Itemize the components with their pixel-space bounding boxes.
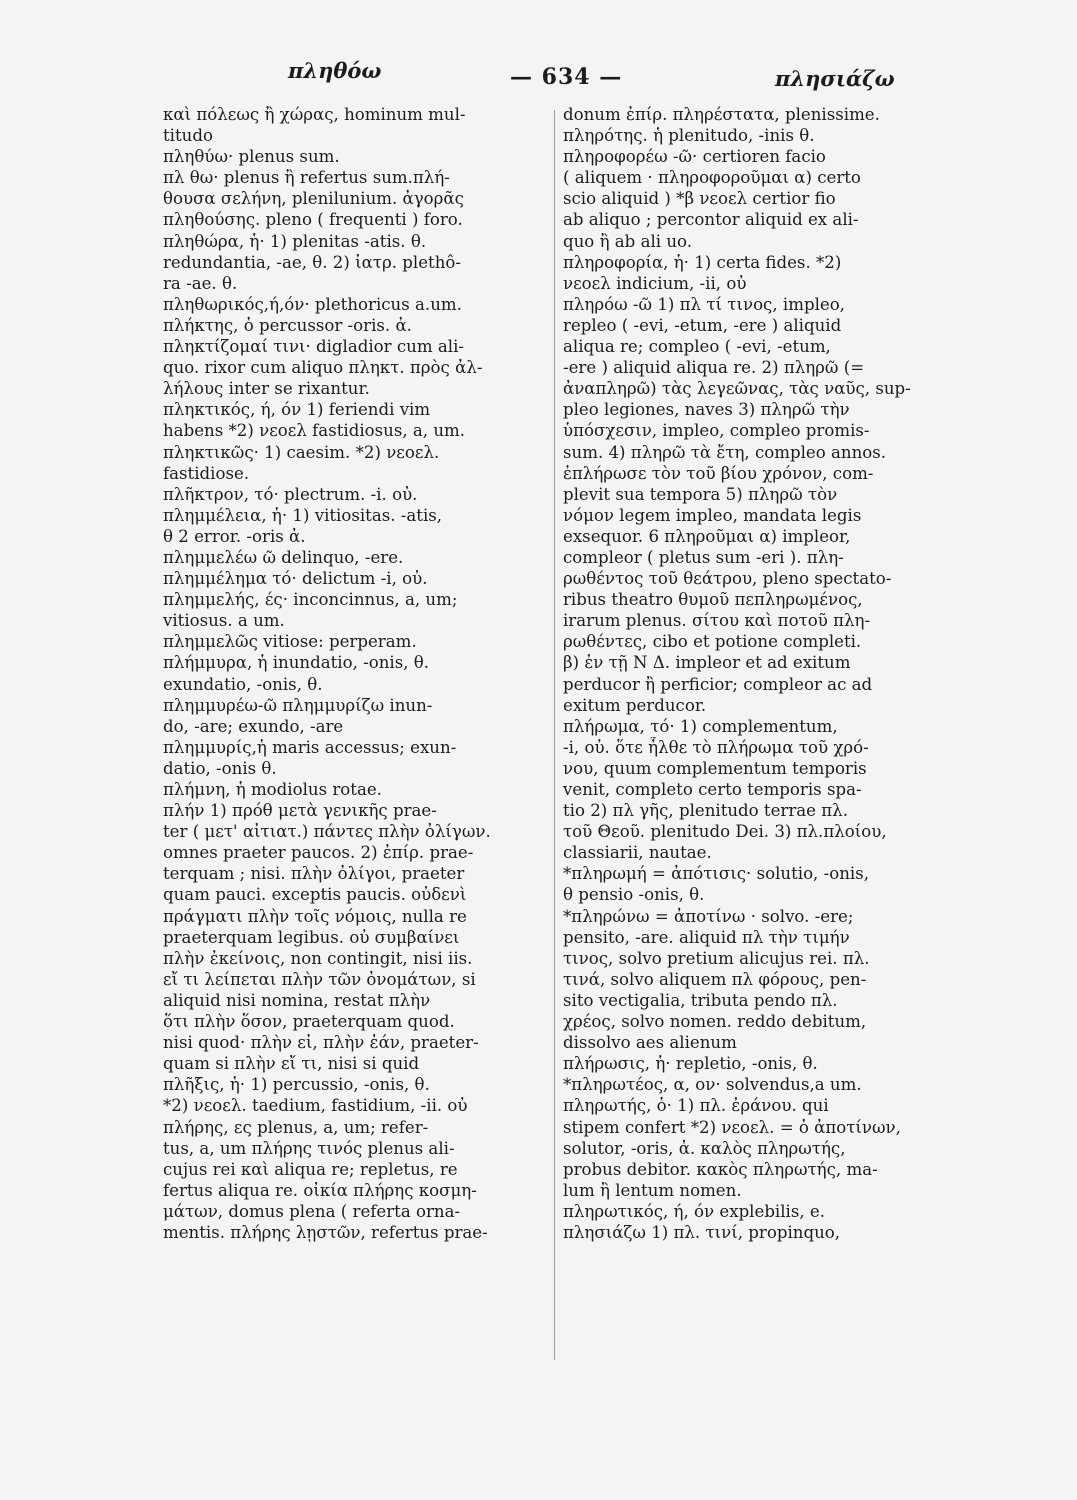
entry-line: classiarii, nautae. — [563, 843, 712, 863]
entry-line: probus debitor. κακὸς πληρωτής, ma- — [563, 1159, 878, 1179]
entry-line: ra -ae. θ. — [163, 273, 238, 293]
entry-line: irarum plenus. σίτου καὶ ποτοῦ πλη- — [563, 611, 871, 631]
entry-line: θ pensio -onis, θ. — [563, 885, 705, 905]
entry-line: ἀναπληρῶ) τὰς λεγεῶνας, τὰς ναῦς, sup- — [563, 379, 911, 399]
entry-line: πληκτικῶς· 1) caesim. *2) νεοελ. — [163, 442, 440, 462]
entry-line: πληθωρικός,ή,όν· plethoricus a.um. — [163, 294, 462, 314]
entry-line: πληκτίζομαί τινι· digladior cum ali- — [163, 337, 464, 357]
entry-line: ὑπόσχεσιν, impleo, compleo promis- — [563, 421, 870, 441]
entry-line: aliqua re; compleo ( -evi, -etum, — [563, 337, 831, 357]
entry-line: *πληρωμή = ἀπότισις· solutio, -onis, — [563, 864, 869, 884]
entry-line: πλημμέλημα τό· delictum -i, οὐ. — [163, 569, 428, 589]
entry-line: πλημμελῶς vitiose: perperam. — [163, 632, 417, 652]
entry-line: πληρότης. ἡ plenitudo, -inis θ. — [563, 126, 815, 146]
entry-line: πλήμμυρα, ἡ inundatio, -onis, θ. — [163, 653, 430, 673]
entry-line: *πληρώνω = ἀποτίνω · solvo. -ere; — [563, 906, 854, 926]
entry-line: compleor ( pletus sum -eri ). πλη- — [563, 547, 844, 567]
entry-line: quo ἢ ab ali uo. — [563, 231, 693, 251]
entry-line: *πληρωτέος, α, ον· solvendus,a um. — [563, 1075, 862, 1095]
entry-line: πληκτικός, ή, όν 1) feriendi vim — [163, 400, 431, 420]
left-running-head: πληθόω — [288, 58, 382, 83]
entry-line: fastidiose. — [163, 463, 250, 483]
entry-line: πλημμελέω ῶ delinquo, -ere. — [163, 547, 404, 567]
entry-line: πλήν 1) πρόθ μετὰ γενικῆς prae- — [163, 801, 437, 821]
entry-line: πράγματι πλὴν τοῖς νόμοις, nulla re — [163, 906, 467, 926]
entry-line: λήλους inter se rixantur. — [163, 379, 370, 399]
entry-line: πλῆκτρον, τό· plectrum. -i. οὐ. — [163, 484, 418, 504]
entry-line: ρωθέντος τοῦ θεάτρου, pleno spectato- — [563, 569, 892, 589]
entry-line: ὅτι πλὴν ὅσον, praeterquam quod. — [163, 1012, 455, 1032]
entry-line: titudo — [163, 126, 213, 146]
entry-line: -ere ) aliquid aliqua re. 2) πληρῶ (= — [563, 358, 865, 378]
entry-line: cujus rei καὶ aliqua re; repletus, re — [163, 1159, 458, 1179]
entry-line: β) ἐν τῇ Ν Δ. impleor et ad exitum — [563, 653, 851, 673]
entry-line: πληροφορέω -ῶ· certioren facio — [563, 147, 826, 167]
entry-line: πλήρωσις, ἡ· repletio, -onis, θ. — [563, 1054, 818, 1074]
entry-line: ter ( μετ' αἰτιατ.) πάντες πλὴν ὀλίγων. — [163, 822, 491, 842]
entry-line: quo. rixor cum aliquo πληκτ. πρὸς ἀλ- — [163, 358, 483, 378]
entry-line: τοῦ Θεοῦ. plenitudo Dei. 3) πλ.πλοίου, — [563, 822, 887, 842]
entry-line: fertus aliqua re. οἰκία πλήρης κοσμη- — [163, 1180, 477, 1200]
entry-line: πληθώρα, ἡ· 1) plenitas -atis. θ. — [163, 231, 427, 251]
entry-line: do, -are; exundo, -are — [163, 716, 344, 736]
entry-line: dissolvo aes alienum — [563, 1033, 737, 1053]
entry-line: νόμον legem impleo, mandata legis — [563, 505, 862, 525]
entry-line: μάτων, domus plena ( referta orna- — [163, 1201, 461, 1221]
entry-line: habens *2) νεοελ fastidiosus, a, um. — [163, 421, 466, 441]
entry-line: pensito, -are. aliquid πλ τὴν τιμήν — [563, 927, 850, 947]
entry-line: εἴ τι λείπεται πλὴν τῶν ὀνομάτων, si — [163, 969, 476, 989]
entry-line: plevit sua tempora 5) πληρῶ τὸν — [563, 484, 838, 504]
entry-line: πλήρωμα, τό· 1) complementum, — [563, 716, 838, 736]
page-header — [0, 58, 1077, 98]
entry-line: quam pauci. exceptis paucis. οὐδενὶ — [163, 885, 467, 905]
entry-line: exundatio, -onis, θ. — [163, 674, 323, 694]
entry-line: venit, completo certo temporis spa- — [563, 780, 862, 799]
entry-line: vitiosus. a um. — [163, 611, 285, 631]
entry-line: redundantia, -ae, θ. 2) ἰατρ. plethô- — [163, 252, 461, 272]
entry-line: perducor ἢ perficior; compleor ac ad — [563, 674, 873, 694]
entry-line: πλὴν ἐκείνοις, non contingit, nisi iis. — [163, 948, 473, 968]
entry-line: donum ἐπίρ. πληρέστατα, plenissime. — [563, 105, 880, 124]
entry-line: πλημμέλεια, ἡ· 1) vitiositas. -atis, — [163, 505, 443, 525]
entry-line: omnes praeter paucos. 2) ἐπίρ. prae- — [163, 843, 474, 863]
entry-line: ρωθέντες, cibo et potione completi. — [563, 632, 862, 652]
entry-line: -i, οὐ. ὅτε ἦλθε τὸ πλήρωμα τοῦ χρό- — [563, 737, 869, 757]
entry-line: νεοελ indicium, -ii, οὐ — [563, 273, 747, 293]
left-column — [163, 104, 551, 1243]
entry-line: νου, quum complementum temporis — [563, 758, 867, 778]
right-column — [563, 104, 941, 1243]
entry-line: πληροφορία, ἡ· 1) certa fides. *2) — [563, 252, 842, 272]
entry-line: πληρωτής, ὁ· 1) πλ. ἐράνου. qui — [563, 1096, 829, 1116]
entry-line: πλημμυρίς,ἡ maris accessus; exun- — [163, 737, 457, 757]
entry-line: nisi quod· πλὴν εἰ, πλὴν ἐάν, praeter- — [163, 1033, 479, 1053]
entry-line: πληρόω -ῶ 1) πλ τί τινος, impleo, — [563, 294, 845, 314]
entry-line: sum. 4) πληρῶ τὰ ἔτη, compleo annos. — [563, 442, 887, 462]
entry-line: πληθούσης. pleno ( frequenti ) foro. — [163, 210, 463, 230]
entry-line: πλήμνη, ἡ modiolus rotae. — [163, 780, 382, 799]
entry-line: praeterquam legibus. οὐ συμβαίνει — [163, 927, 460, 947]
entry-line: sito vectigalia, tributa pendo πλ. — [563, 990, 838, 1010]
entry-line: ribus theatro θυμοῦ πεπληρωμένος, — [563, 590, 863, 610]
entry-line: tus, a, um πλήρης τινός plenus ali- — [163, 1138, 455, 1158]
entry-line: *2) νεοελ. taedium, fastidium, -ii. οὐ — [163, 1096, 468, 1116]
entry-line: quam si πλὴν εἴ τι, nisi si quid — [163, 1054, 420, 1074]
entry-line: καὶ πόλεως ἢ χώρας, hominum mul- — [163, 105, 466, 124]
entry-line: τινά, solvo aliquem πλ φόρους, pen- — [563, 969, 867, 989]
entry-line: πληρωτικός, ή, όν explebilis, e. — [563, 1201, 826, 1221]
entry-line: solutor, -oris, ἀ. καλὸς πληρωτής, — [563, 1138, 846, 1158]
entry-line: πλήκτης, ὁ percussor -oris. ἀ. — [163, 315, 412, 335]
entry-line: πλημμελής, ές· inconcinnus, a, um; — [163, 590, 458, 610]
entry-line: θ 2 error. -oris ἀ. — [163, 526, 306, 546]
entry-line: πλήρης, ες plenus, a, um; refer- — [163, 1117, 429, 1137]
entry-line: τινος, solvo pretium alicujus rei. πλ. — [563, 948, 870, 968]
entry-line: mentis. πλήρης λῃστῶν, refertus prae- — [163, 1222, 488, 1242]
entry-line: aliquid nisi nomina, restat πλὴν — [163, 990, 431, 1010]
column-divider — [554, 110, 555, 1360]
entry-line: πλησιάζω 1) πλ. τινί, propinquo, — [563, 1222, 841, 1242]
entry-line: χρέος, solvo nomen. reddo debitum, — [563, 1012, 867, 1032]
entry-line: repleo ( -evi, -etum, -ere ) aliquid — [563, 315, 842, 335]
page-number: — 634 — — [510, 64, 623, 90]
entry-line: πλημμυρέω-ῶ πλημμυρίζω inun- — [163, 695, 433, 715]
entry-line: ἐπλήρωσε τὸν τοῦ βίου χρόνον, com- — [563, 463, 874, 483]
right-running-head: πλησιάζω — [775, 66, 895, 91]
entry-line: tio 2) πλ γῆς, plenitudo terrae πλ. — [563, 801, 848, 821]
entry-line: pleo legiones, naves 3) πληρῶ τὴν — [563, 400, 850, 420]
entry-line: θουσα σελήνη, plenilunium. ἀγορᾶς — [163, 189, 464, 209]
entry-line: stipem confert *2) νεοελ. = ὁ ἀποτίνων, — [563, 1117, 901, 1137]
entry-line: exitum perducor. — [563, 695, 707, 715]
entry-line: πλ θω· plenus ἢ refertus sum.πλή- — [163, 168, 450, 188]
entry-line: scio aliquid ) *β νεοελ certior fio — [563, 189, 836, 209]
entry-line: ab aliquo ; percontor aliquid ex ali- — [563, 210, 859, 230]
entry-line: πληθύω· plenus sum. — [163, 147, 340, 167]
entry-line: lum ἢ lentum nomen. — [563, 1180, 742, 1200]
entry-line: terquam ; nisi. πλὴν ὀλίγοι, praeter — [163, 864, 465, 884]
entry-line: exsequor. 6 πληροῦμαι α) impleor, — [563, 526, 851, 546]
entry-line: πλῆξις, ἡ· 1) percussio, -onis, θ. — [163, 1075, 430, 1095]
entry-line: ( aliquem · πληροφοροῦμαι α) certo — [563, 168, 861, 188]
entry-line: datio, -onis θ. — [163, 758, 277, 778]
